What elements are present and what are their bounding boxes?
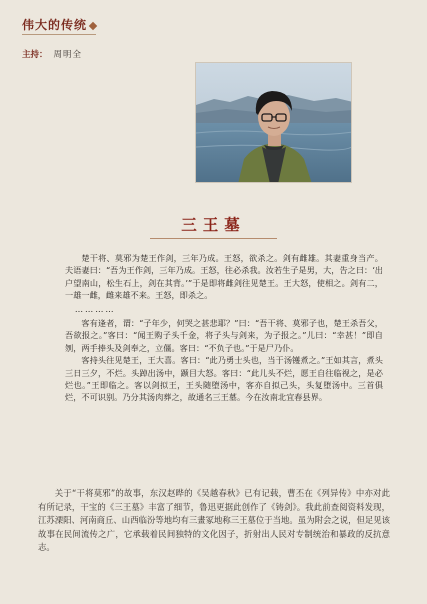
diamond-icon: [89, 21, 97, 29]
host-name: 周明全: [53, 50, 83, 60]
quote-paragraph: 楚干将、莫邪为楚王作剑，三年乃成。王怒，欲杀之。剑有雌雄。其妻重身当产。夫语妻曰：“吾为王作剑，三年乃成。王怒，往必杀我。汝若生子是男，大，告之曰：‘出户望南山，松生石上，剑在其背。’”于是即将雌剑往见楚王。王大怒，使相之。剑有二，一雄一雌，雌来雄不来。王怒，即杀之。: [65, 253, 383, 301]
classical-text-block: [65, 252, 383, 404]
article-title: 三王墓: [181, 215, 246, 234]
ellipsis-divider: …………: [74, 303, 116, 314]
author-photo: [195, 62, 352, 183]
commentary-paragraph: 关于“干将莫邪”的故事，东汉赵晔的《吴越春秋》已有记载，曹丕在《列异传》中亦对此有所记录，干宝的《三王墓》丰富了细节，鲁迅更据此创作了《铸剑》。我此前查阅资料发现，江苏溧阳、河南商丘、山西临汾等地均有三畫冢地称三王墓位于当地。虽为附会之说，但足见该故事在民间流传之广，它承载着民间独特的文化因子，折射出人民对专制统治和暴政的反抗意志。: [38, 488, 390, 553]
quote-paragraph: 客有逢者，谓：“子年少，何哭之甚悲耶？”曰：“吾干将、莫邪子也，楚王杀吾父，吾欲报之。”客曰：“闻王购子头千金，将子头与剑来，为子报之。”儿曰：“幸甚！”即自刎，两手捧头及剑奉之，立僵。客曰：“不负子也。”于是尸乃仆。: [65, 318, 383, 353]
host-line: [22, 48, 82, 60]
host-label: 主持：: [22, 50, 48, 60]
column-logo: [22, 16, 96, 35]
title-divider: [150, 238, 277, 239]
quote-paragraph: 客持头往见楚王，王大喜。客曰：“此乃勇士头也，当于汤镬煮之。”王如其言，煮头三日三夕，不烂。头踔出汤中，踬目大怒。客曰：“此儿头不烂，愿王自往临视之，是必烂也。”王即临之。客以剑拟王，王头随堕汤中，客亦自拟己头，头复堕汤中。三首俱烂，不可识别。乃分其汤肉葬之，故通名三王墓。今在汝南北宜春县界。: [65, 355, 383, 403]
column-title: 伟大的传统: [22, 18, 88, 32]
